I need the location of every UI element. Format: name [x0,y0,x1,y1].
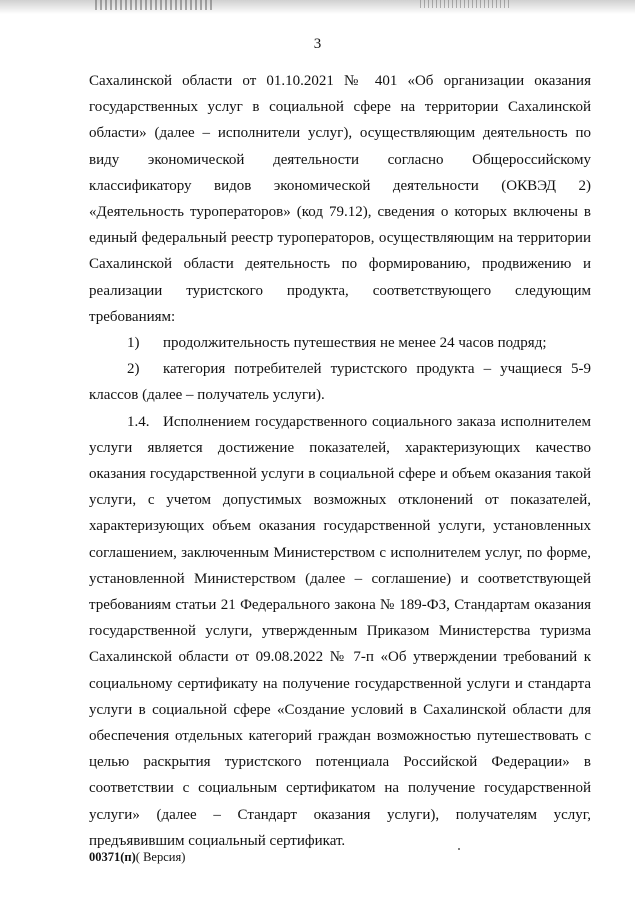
document-code: 00371(п) [89,850,136,864]
scan-artifact-top [0,0,635,14]
document-body [89,68,591,854]
list-item-number: 1) [127,335,140,352]
list-item-number: 2) [127,361,140,378]
document-version: ( Версия) [135,850,186,864]
document-footer [89,850,185,865]
section-text: Исполнением государственного социального заказа исполнителем услуги является достижение показателей, характеризующих качество оказания государственной услуги в социальной сфере и объем оказания такой услуги, с учетом допустимых возможных отклонений от показателей, характеризующих объем оказания государственной услуги, установленных соглашением, заключенным Министерством с исполнителем услуг, по форме, установленной Министерством (далее – соглашение) и соответствующей требованиям статьи 21 Федерального закона № 189-ФЗ, Стандартам оказания государственной услуги, утвержденным Приказом Министерства туризма Сахалинской области от 09.08.2022 № 7-п «Об утверждении требований к социальному сертификату на получение государственной услуги и стандарта услуги в социальной сфере «Создание условий в Сахалинской области для обеспечения отдельных категорий граждан возможностью путешествовать с целью раскрытия туристского потенциала Российской Федерации» в соответствии с социальным сертификатом на получение государственной услуги» (далее – Стандарт оказания услуги), получателям услуг, предъявившим социальный сертификат. [89,413,591,849]
list-item [89,356,591,408]
list-item-text: категория потребителей туристского продукта – учащиеся 5-9 классов (далее – получатель услуги). [89,361,591,404]
list-item [89,330,591,356]
section-number: 1.4. [127,413,150,430]
page-number: 3 [313,36,322,52]
paragraph-continuation: Сахалинской области от 01.10.2021 № 401 «Об организации оказания государственных услуг в социальной сфере на территории Сахалинской области» (далее – исполнители услуг), осуществляющим деятельность по виду экономической деятельности согласно Общероссийскому классификатору видов экономической деятельности (ОКВЭД 2) «Деятельность туроператоров» (код 79.12), сведения о которых включены в единый федеральный реестр туроператоров, осуществляющим на территории Сахалинской области деятельность по формированию, продвижению и реализации туристского продукта, соответствующего следующим требованиям: [89,73,591,325]
scan-speck [458,848,460,850]
section-paragraph [89,409,591,854]
list-item-text: продолжительность путешествия не менее 24 часов подряд; [163,335,547,352]
